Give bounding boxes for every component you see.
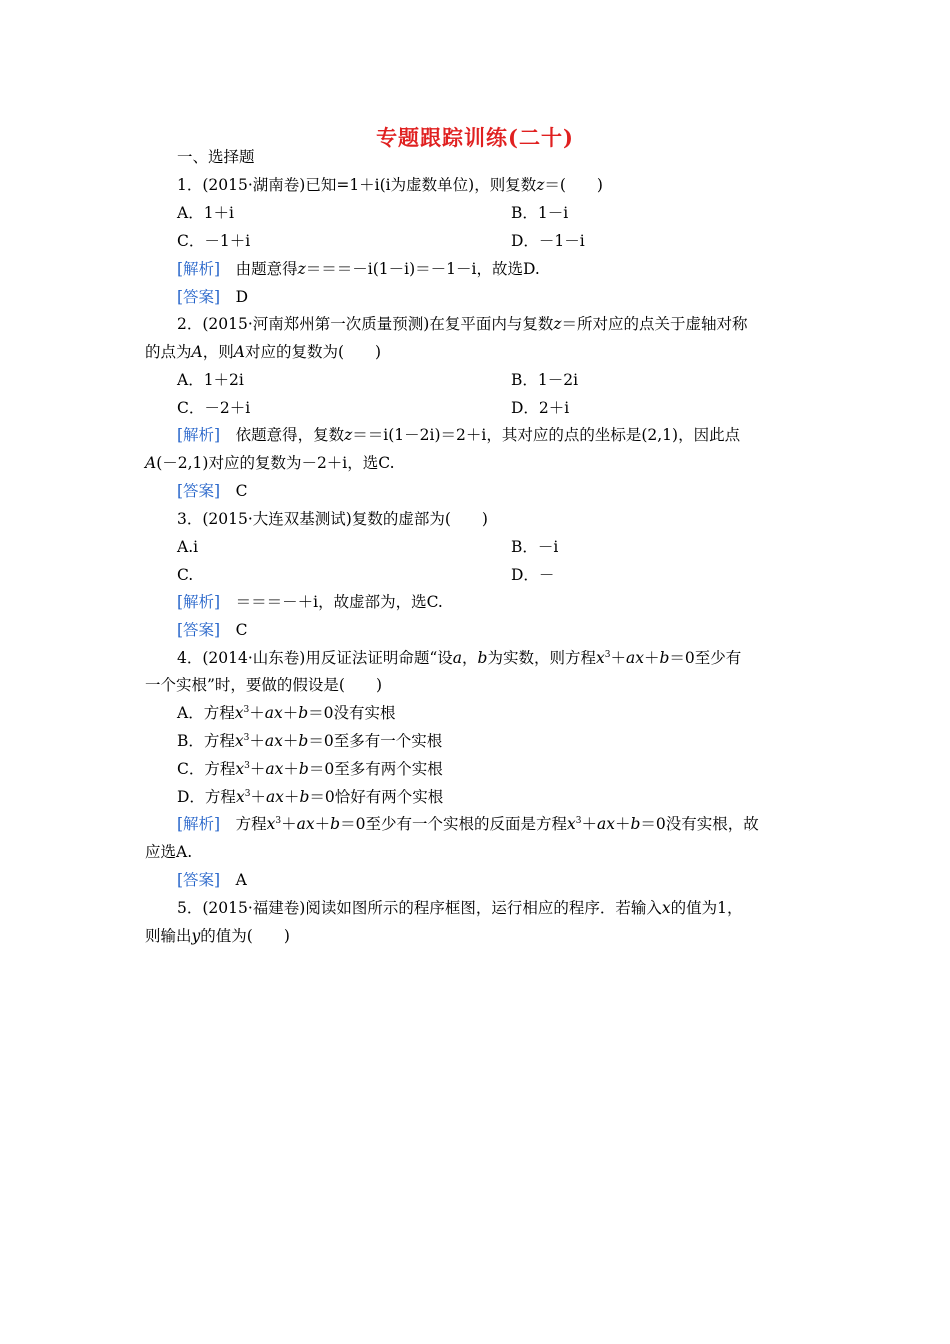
q2-option-c: C．－2＋i [177, 399, 251, 417]
q4-answer: [答案] A [177, 871, 247, 889]
q4-option-b: B．方程$x^3+ax+b=0$至多有一个实根 [177, 732, 443, 750]
q3-analysis: [解析] ＝＝＝－＋i，故虚部为，选C. [177, 593, 443, 611]
q1-option-b: B．1－i [511, 204, 569, 222]
answer-tag: [答案] [177, 621, 221, 639]
q2-option-b: B．1－2i [511, 371, 579, 389]
answer-tag: [答案] [177, 871, 221, 889]
q1-answer: [答案] D [177, 288, 249, 306]
q3-option-b: B．－i [511, 538, 559, 556]
q2-analysis-cont: A(－2,1)对应的复数为－2＋i，选C. [145, 454, 395, 472]
q2-answer: [答案] C [177, 482, 248, 500]
q3-option-c: C. [177, 566, 194, 584]
q3-answer: [答案] C [177, 621, 248, 639]
q4-option-d: D．方程$x^3+ax+b=0$恰好有两个实根 [177, 788, 444, 806]
q4-option-a: A．方程$x^3+ax+b=0$没有实根 [177, 704, 396, 722]
q1-option-d: D．－1－i [511, 232, 585, 250]
q3-option-a: A.i [177, 538, 199, 556]
q4-option-c: C．方程$x^3+ax+b=0$至多有两个实根 [177, 760, 443, 778]
answer-tag: [答案] [177, 288, 221, 306]
section-heading: 一、选择题 [177, 148, 255, 166]
analysis-tag: [解析] [177, 260, 221, 278]
analysis-tag: [解析] [177, 593, 221, 611]
q5-stem: 5．(2015·福建卷)阅读如图所示的程序框图，运行相应的程序．若输入x的值为1， [177, 899, 743, 917]
q1-option-a: A．1＋i [177, 204, 235, 222]
analysis-tag: [解析] [177, 815, 221, 833]
q1-analysis: [解析] 由题意得z＝＝＝－i(1－i)＝－1－i，故选D. [177, 260, 540, 278]
q1-stem: 1．(2015·湖南卷)已知=1＋i(i为虚数单位)，则复数z＝( ) [177, 176, 603, 194]
q2-analysis: [解析] 依题意得，复数z＝＝i(1－2i)＝2＋i，其对应的点的坐标是(2,1)，因此点 [177, 426, 741, 444]
analysis-tag: [解析] [177, 426, 221, 444]
q4-stem-cont: 一个实根”时，要做的假设是( ) [145, 676, 383, 694]
q4-analysis: [解析] 方程$x^3+ax+b=0$至少有一个实根的反面是方程$x^3+ax+b=0$没有实根，故 [177, 815, 759, 833]
q2-option-d: D．2＋i [511, 399, 570, 417]
q5-stem-cont: 则输出y的值为( ) [145, 927, 290, 945]
q4-analysis-cont: 应选A. [145, 843, 193, 861]
q2-stem-cont: 的点为A，则A对应的复数为( ) [145, 343, 382, 361]
page-title: 专题跟踪训练(二十) [376, 125, 574, 150]
q1-option-c: C．－1＋i [177, 232, 251, 250]
q4-stem: 4．(2014·山东卷)用反证法证明命题“设a，b为实数，则方程$x^3+ax+b=0$至少有 [177, 649, 742, 667]
q2-stem: 2．(2015·河南郑州第一次质量预测)在复平面内与复数z＝所对应的点关于虚轴对称 [177, 315, 748, 333]
answer-tag: [答案] [177, 482, 221, 500]
q3-stem: 3．(2015·大连双基测试)复数的虚部为( ) [177, 510, 488, 528]
q2-option-a: A．1＋2i [177, 371, 244, 389]
q3-option-d: D．－ [511, 566, 555, 584]
